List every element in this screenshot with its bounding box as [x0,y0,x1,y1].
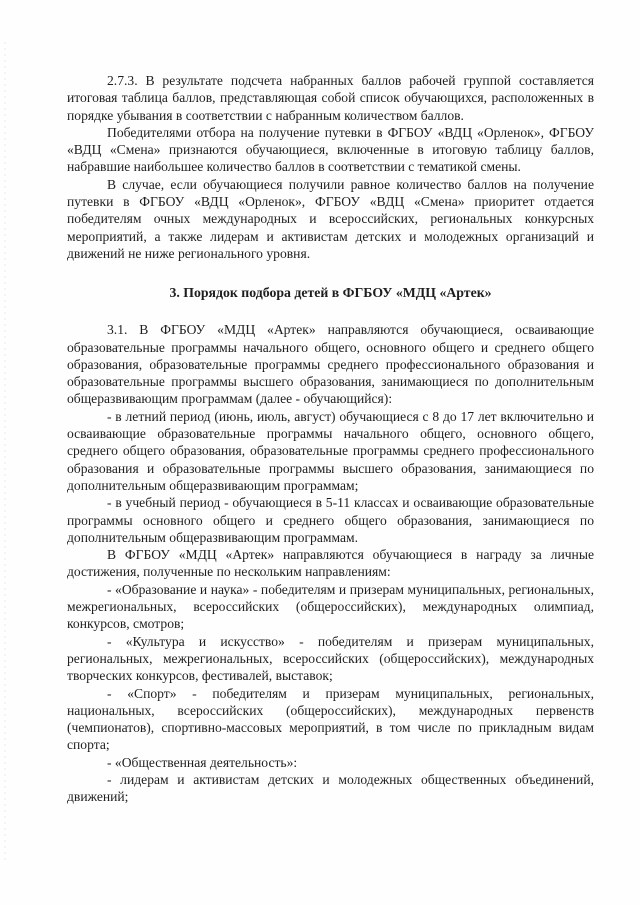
list-item-education-science: - «Образование и наука» - победителям и призерам муниципальных, региональных, межрегиональных, всероссийских (общероссийских), международных олимпиад, конкурсов, смотров; [67,581,594,632]
list-item-sport: - «Спорт» - победителям и призерам муниципальных, региональных, национальных, всероссийских (общероссийских), международных первенств (чемпионатов), спортивно-массовых мероприятий, в том числе по прикладным видам спорта; [67,685,594,753]
document-body [67,72,594,806]
paragraph-winners: Победителями отбора на получение путевки в ФГБОУ «ВДЦ «Орленок», ФГБОУ «ВДЦ «Смена» признаются обучающиеся, включенные в итоговую таблицу баллов, набравшие наибольшее количество баллов в соответствии с тематикой смены. [67,124,594,175]
list-item-culture-art: - «Культура и искусство» - победителям и призерам муниципальных, региональных, межрегиональных, всероссийских (общероссийских), международных творческих конкурсов, фестивалей, выставок; [67,633,594,684]
paragraph-2-7-3: 2.7.3. В результате подсчета набранных баллов рабочей группой составляется итоговая таблица баллов, представляющая собой список обучающихся, расположенных в порядке убывания в соответствии с набранным количеством баллов. [67,73,594,123]
list-item-public-activity: - «Общественная деятельность»: [107,754,298,770]
paragraph-achievements: В ФГБОУ «МДЦ «Артек» направляются обучающиеся в награду за личные достижения, полученные по нескольким направлениям: [67,547,594,580]
paragraph-3-1: 3.1. В ФГБОУ «МДЦ «Артек» направляются обучающиеся, осваивающие образовательные программы начального общего, основного общего и среднего общего образования, образовательные программы среднего профессионального образования и образовательные программы высшего образования, занимающиеся по дополнительным общеразвивающим программам (далее - обучающийся): [67,322,594,407]
paragraph-equal-score: В случае, если обучающиеся получили равное количество баллов на получение путевки в ФГБОУ «ВДЦ «Орленок», ФГБОУ «ВДЦ «Смена» приоритет отдается победителям очных международных и всероссийских, региональных конкурсных мероприятий, а также лидерам и активистам детских и молодежных организаций и движений не ниже регионального уровня. [67,176,594,261]
section-heading-artek: 3. Порядок подбора детей в ФГБОУ «МДЦ «Артек» [169,285,492,301]
list-item-study-period: - в учебный период - обучающиеся в 5-11 классах и осваивающие образовательные программы основного общего и среднего общего образования, занимающиеся по дополнительным общеразвивающим программам. [67,495,594,545]
list-item-leaders-activists: - лидерам и активистам детских и молодежных общественных объединений, движений; [67,771,594,805]
scan-edge-artifact [4,40,6,860]
list-item-summer-period: - в летний период (июнь, июль, август) обучающиеся с 8 до 17 лет включительно и осваивающие образовательные программы начального общего, основного общего, среднего общего образования, образовательные программы среднего профессионального образования и образовательные программы высшего образования, занимающиеся по дополнительным общеразвивающим программам; [67,408,594,493]
